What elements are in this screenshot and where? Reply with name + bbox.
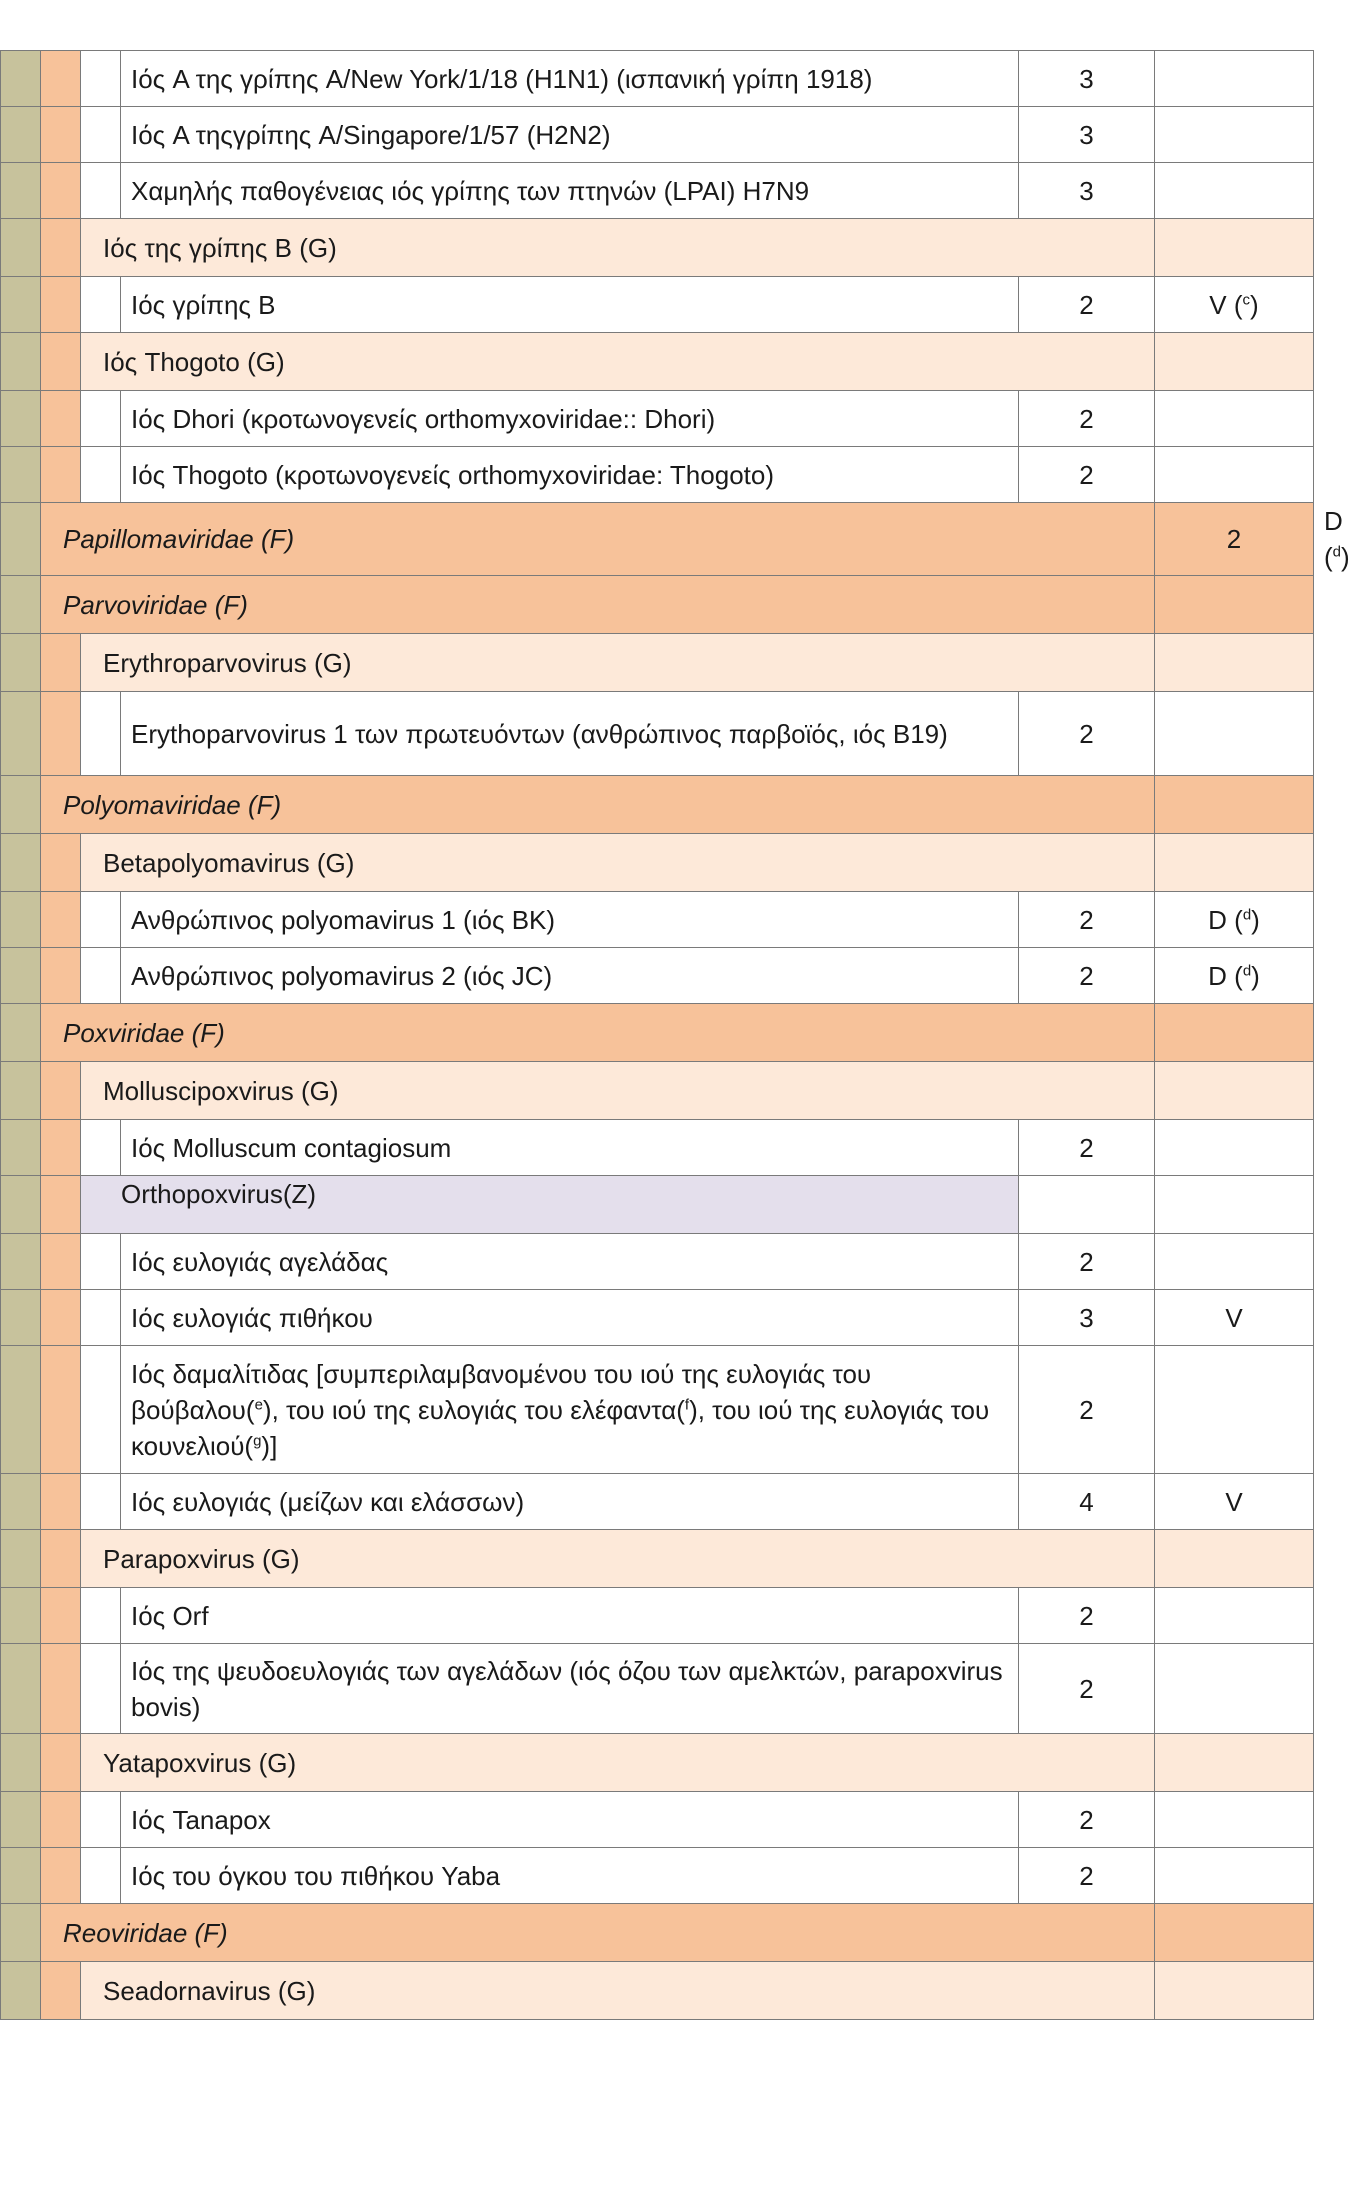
family-row [1,1004,1314,1062]
risk-group-cell [1019,1644,1155,1734]
indent-col-2 [41,1120,81,1176]
row-label [121,948,1019,1004]
risk-group-cell [1155,634,1314,692]
indent-col-2 [41,51,81,107]
family-name: Poxviridae (F) [63,1017,225,1048]
species-row [1,1474,1314,1530]
row-label [121,892,1019,948]
risk-group-cell [1155,576,1314,634]
indent-col-2 [41,1290,81,1346]
species-name: Χαμηλής παθογένειας ιός γρίπης των πτηνών (LPAI) H7N9 [131,175,810,206]
risk-group-value: 2 [1079,904,1094,935]
row-label [41,576,1155,634]
indent-col-3 [81,163,121,219]
indent-col-2 [41,1062,81,1120]
species-row [1,391,1314,447]
notes-cell [1155,1644,1314,1734]
risk-group-cell [1019,1120,1155,1176]
row-label [121,51,1019,107]
row-label [81,1734,1155,1792]
notes-cell [1155,1176,1314,1234]
species-row [1,692,1314,776]
indent-col-1 [1,1346,41,1474]
indent-col-1 [1,391,41,447]
risk-group-cell [1155,1062,1314,1120]
species-name-part: ), του ιού της ευλογιάς του ελέφαντα( [262,1394,685,1425]
indent-col-2 [41,1588,81,1644]
family-row [1,503,1314,576]
species-name: Ανθρώπινος polyomavirus 1 (ιός BK) [131,904,556,935]
indent-col-1 [1,1962,41,2020]
indent-col-3 [81,1588,121,1644]
risk-group-cell [1155,333,1314,391]
row-label [81,634,1155,692]
risk-group-value: 2 [1079,289,1094,320]
indent-col-3 [81,391,121,447]
risk-group-value: 2 [1079,718,1094,749]
footnote-mark: g [253,1431,262,1449]
risk-group-value: 4 [1079,1486,1094,1517]
indent-col-2 [41,1176,81,1234]
indent-col-1 [1,1644,41,1734]
indent-col-2 [41,163,81,219]
risk-group-cell [1019,1176,1155,1234]
risk-group-cell [1019,447,1155,503]
notes-cell [1155,1792,1314,1848]
row-label [81,1176,1019,1234]
row-label [121,1644,1019,1734]
row-label [121,447,1019,503]
indent-col-1 [1,51,41,107]
species-row [1,892,1314,948]
footnote-mark: d [1242,905,1252,923]
indent-col-1 [1,219,41,277]
indent-col-2 [41,1734,81,1792]
risk-group-value: 2 [1079,1246,1094,1277]
indent-col-1 [1,163,41,219]
family-row [1,1904,1314,1962]
row-label [121,1848,1019,1904]
indent-col-1 [1,1588,41,1644]
row-label [121,391,1019,447]
risk-group-cell [1019,391,1155,447]
indent-col-3 [81,1644,121,1734]
risk-group-value: 3 [1079,63,1094,94]
genus-name: Seadornavirus (G) [103,1975,316,2006]
indent-col-3 [81,277,121,333]
indent-col-2 [41,1530,81,1588]
notes-cell [1155,892,1314,948]
row-label [121,1588,1019,1644]
species-row [1,447,1314,503]
indent-col-1 [1,447,41,503]
risk-group-cell [1155,1734,1314,1792]
row-label [41,776,1155,834]
row-label [121,277,1019,333]
indent-col-2 [41,1962,81,2020]
indent-col-3 [81,1120,121,1176]
note-value: V [1209,289,1227,320]
row-label [121,107,1019,163]
species-name: Ιός Molluscum contagiosum [131,1132,452,1163]
species-row [1,948,1314,1004]
species-row [1,1290,1314,1346]
indent-col-3 [81,447,121,503]
indent-col-3 [81,692,121,776]
row-label [81,1062,1155,1120]
genus-name: Parapoxvirus (G) [103,1543,300,1574]
risk-group-value: 2 [1079,1394,1094,1425]
row-label [41,1004,1155,1062]
note-value: V [1225,1302,1243,1333]
indent-col-1 [1,576,41,634]
risk-group-cell [1019,277,1155,333]
genus-name: Yatapoxvirus (G) [103,1747,297,1778]
indent-col-3 [81,51,121,107]
indent-col-3 [81,948,121,1004]
indent-col-1 [1,1062,41,1120]
species-name: Ανθρώπινος polyomavirus 2 (ιός JC) [131,960,553,991]
indent-col-1 [1,1234,41,1290]
genus-name: Ιός της γρίπης B (G) [103,232,337,263]
risk-group-cell [1019,1290,1155,1346]
risk-group-cell [1155,219,1314,277]
row-label [41,503,1155,576]
indent-col-2 [41,892,81,948]
species-name: Ιός Dhori (κροτωνογενείς orthomyxoviridae:: Dhori) [131,403,716,434]
indent-col-2 [41,1644,81,1734]
indent-col-2 [41,1474,81,1530]
genus-row [1,1962,1314,2020]
indent-col-2 [41,1848,81,1904]
family-name: Reoviridae (F) [63,1917,228,1948]
species-row [1,277,1314,333]
family-row [1,776,1314,834]
species-name: Ιός A τηςγρίπης A/Singapore/1/57 (H2N2) [131,119,611,150]
notes-cell [1155,277,1314,333]
indent-col-1 [1,634,41,692]
indent-col-2 [41,1792,81,1848]
species-row [1,1792,1314,1848]
notes-cell [1155,1346,1314,1474]
row-label [41,1904,1155,1962]
note-value: V [1225,1486,1243,1517]
species-name: Ιός ευλογιάς πιθήκου [131,1302,373,1333]
note-footnote: ($^c$) [1226,289,1259,320]
indent-col-1 [1,107,41,163]
risk-group-cell [1155,503,1314,576]
species-row [1,1120,1314,1176]
genus-row [1,1734,1314,1792]
indent-col-1 [1,1904,41,1962]
species-row [1,1848,1314,1904]
indent-col-1 [1,834,41,892]
risk-group-cell [1019,1588,1155,1644]
footnote-mark: e [254,1395,263,1413]
genus-row [1,1530,1314,1588]
family-row [1,576,1314,634]
genus-row [1,219,1314,277]
risk-group-value: 3 [1079,175,1094,206]
row-label [81,219,1155,277]
notes-cell [1155,107,1314,163]
indent-col-2 [41,277,81,333]
indent-col-2 [41,1234,81,1290]
risk-group-cell [1019,1792,1155,1848]
row-label [121,1474,1019,1530]
risk-group-cell [1155,1962,1314,2020]
row-label [121,1120,1019,1176]
row-label [121,1290,1019,1346]
risk-group-value: 2 [1226,524,1242,554]
risk-group-cell [1019,692,1155,776]
risk-group-cell [1155,1530,1314,1588]
row-label [81,333,1155,391]
indent-col-2 [41,692,81,776]
species-row [1,1588,1314,1644]
indent-col-1 [1,1176,41,1234]
species-row [1,1234,1314,1290]
footnote-mark: d [1242,961,1252,979]
row-label [81,1530,1155,1588]
notes-cell [1155,1474,1314,1530]
species-row [1,51,1314,107]
risk-group-cell [1155,1904,1314,1962]
species-name: Erythoparvovirus 1 των πρωτευόντων (ανθρώπινος παρβοϊός, ιός B19) [131,718,948,749]
risk-group-value: 2 [1079,1600,1094,1631]
risk-group-cell [1155,1004,1314,1062]
note-value: D [1324,506,1343,536]
indent-col-1 [1,1530,41,1588]
species-name: Ιός γρίπης B [131,289,276,320]
virus-classification-table [0,50,1350,2020]
indent-col-1 [1,1474,41,1530]
indent-col-1 [1,333,41,391]
note-value: D [1208,960,1227,991]
genus-row [1,634,1314,692]
table-body [1,51,1350,2020]
footnote-mark: d [1332,543,1342,561]
risk-group-value: 2 [1079,403,1094,434]
notes-cell [1155,1234,1314,1290]
species-row [1,1346,1314,1474]
family-name: Polyomaviridae (F) [63,789,282,820]
row-label [81,834,1155,892]
notes-cell [1155,163,1314,219]
note-value: D [1208,904,1227,935]
row-label [121,692,1019,776]
indent-col-1 [1,1004,41,1062]
species-name: Ιός Orf [131,1600,209,1631]
indent-col-1 [1,1290,41,1346]
notes-cell [1155,391,1314,447]
risk-group-cell [1019,107,1155,163]
indent-col-2 [41,447,81,503]
risk-group-cell [1019,1234,1155,1290]
note-footnote: ($^d$) [1324,542,1350,572]
species-row [1,163,1314,219]
genus-name: Erythroparvovirus (G) [103,647,352,678]
risk-group-cell [1019,1346,1155,1474]
indent-col-1 [1,776,41,834]
footnote-mark: f [684,1395,690,1413]
genus-row [1,1062,1314,1120]
risk-group-value: 2 [1079,1860,1094,1891]
species-name: Ιός A της γρίπης A/New York/1/18 (H1N1) (ισπανική γρίπη 1918) [131,63,873,94]
species-name: Ιός του όγκου του πιθήκου Yaba [131,1860,501,1891]
risk-group-cell [1155,834,1314,892]
indent-col-2 [41,107,81,163]
indent-col-2 [41,948,81,1004]
indent-col-2 [41,219,81,277]
risk-group-cell [1019,51,1155,107]
indent-col-3 [81,1234,121,1290]
notes-cell [1155,447,1314,503]
risk-group-cell [1155,776,1314,834]
footnote-mark: c [1242,290,1251,308]
risk-group-value: 3 [1079,119,1094,150]
risk-group-value: 3 [1079,1302,1094,1333]
indent-col-3 [81,1474,121,1530]
genus-row [1,834,1314,892]
species-name: Ιός ευλογιάς αγελάδας [131,1246,389,1277]
risk-group-cell [1019,892,1155,948]
row-label [121,1234,1019,1290]
row-label [121,163,1019,219]
indent-col-3 [81,1848,121,1904]
indent-col-1 [1,277,41,333]
species-name: Ιός ευλογιάς (μείζων και ελάσσων) [131,1486,525,1517]
species-name-part: Ιός δαμαλίτιδας [συμπεριλαμβανομένου του ιού της ευλογιάς του βούβαλου( [131,1358,872,1425]
indent-col-3 [81,1346,121,1474]
species-name: Ιός Tanapox [131,1804,271,1835]
species-name: Ιός Thogoto (κροτωνογενείς orthomyxoviridae: Thogoto) [131,459,774,490]
risk-group-value: 2 [1079,1804,1094,1835]
risk-group-cell [1019,1474,1155,1530]
notes-cell [1155,692,1314,776]
notes-cell [1155,1848,1314,1904]
species-row [1,107,1314,163]
notes-cell [1155,1290,1314,1346]
indent-col-1 [1,948,41,1004]
subgenus-row [1,1176,1314,1234]
row-label [81,1962,1155,2020]
notes-cell [1155,1588,1314,1644]
genus-name: Molluscipoxvirus (G) [103,1075,339,1106]
indent-col-1 [1,1792,41,1848]
indent-col-3 [81,1290,121,1346]
notes-cell [1155,948,1314,1004]
risk-group-cell [1019,1848,1155,1904]
indent-col-3 [81,1792,121,1848]
indent-col-1 [1,1848,41,1904]
risk-group-value: 2 [1079,1132,1094,1163]
risk-group-value: 2 [1079,1673,1094,1704]
notes-cell [1155,51,1314,107]
note-footnote: ($^d$) [1226,960,1260,991]
indent-col-1 [1,1734,41,1792]
family-name: Papillomaviridae (F) [63,524,295,554]
species-name-part: ), του ιού της ευλογιάς του κουνελιού( [131,1394,990,1461]
indent-col-3 [81,892,121,948]
genus-name: Betapolyomavirus (G) [103,847,355,878]
indent-col-2 [41,634,81,692]
row-label [121,1346,1019,1474]
notes-cell [1155,1120,1314,1176]
risk-group-cell [1019,163,1155,219]
indent-col-3 [81,107,121,163]
indent-col-1 [1,503,41,576]
species-row [1,1644,1314,1734]
subgenus-name: Orthopoxvirus(Z) [121,1179,317,1209]
indent-col-1 [1,692,41,776]
row-label [121,1792,1019,1848]
indent-col-1 [1,892,41,948]
species-name-part: )] [261,1430,278,1461]
genus-name: Ιός Thogoto (G) [103,346,285,377]
risk-group-value: 2 [1079,960,1094,991]
risk-group-value: 2 [1079,459,1094,490]
risk-group-cell [1019,948,1155,1004]
indent-col-2 [41,333,81,391]
family-name: Parvoviridae (F) [63,589,248,620]
indent-col-2 [41,1346,81,1474]
species-name: Ιός της ψευδοευλογιάς των αγελάδων (ιός όζου των αμελκτών, parapoxvirus bovis) [131,1655,1003,1722]
indent-col-2 [41,834,81,892]
genus-row [1,333,1314,391]
note-footnote: ($^d$) [1226,904,1260,935]
indent-col-1 [1,1120,41,1176]
indent-col-2 [41,391,81,447]
